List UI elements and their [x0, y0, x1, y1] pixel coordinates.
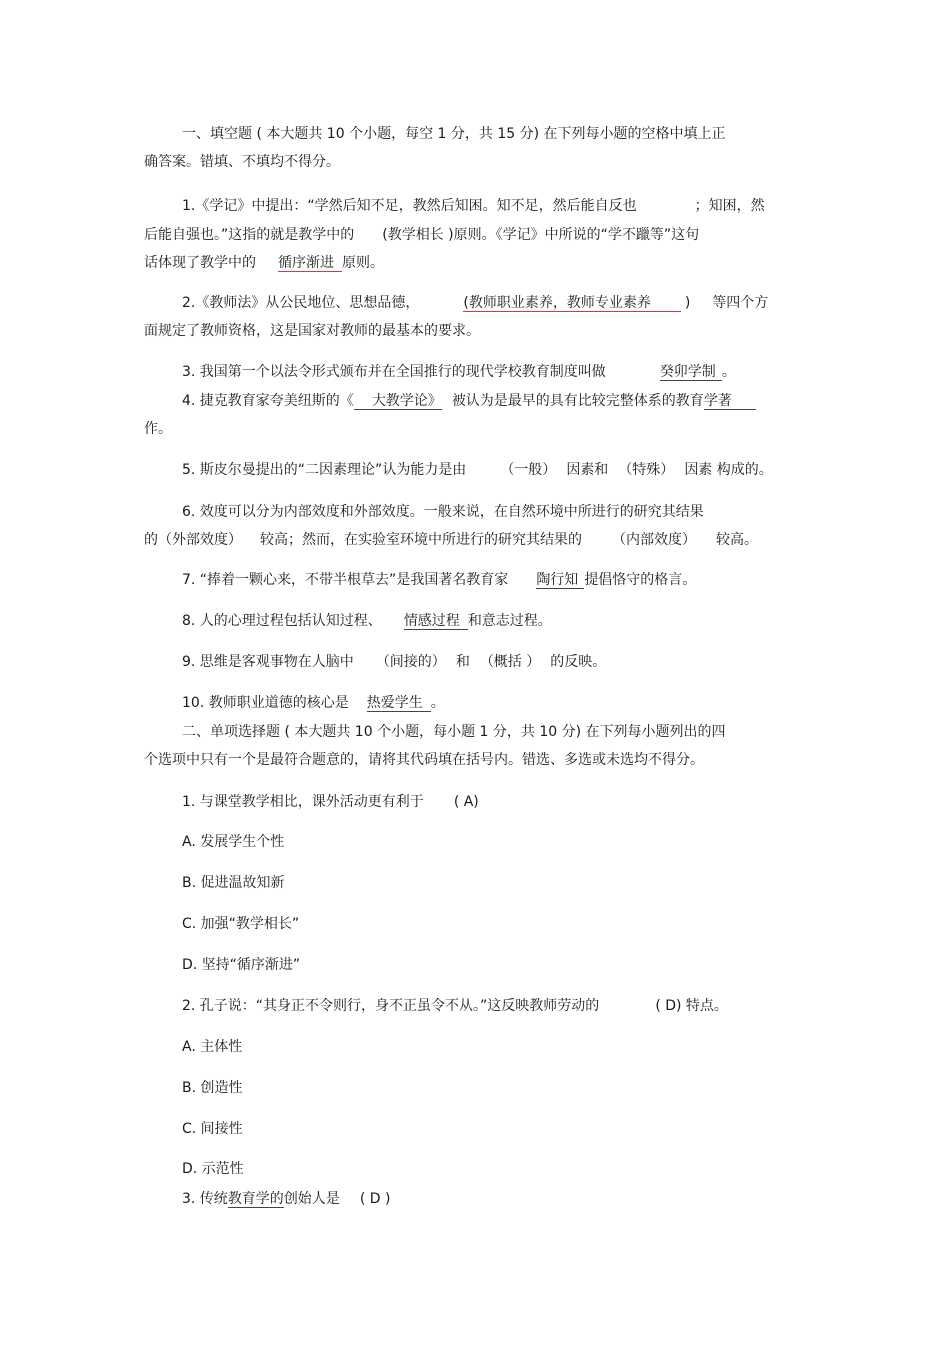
mc2-stem: 2. 孔子说：“其身正不令则行，身不正虽令不从。”这反映教师劳动的 ( D) 特点。	[182, 998, 728, 1014]
q1-line3: 话体现了教学中的 循序渐进 原则。	[144, 255, 384, 271]
q7-answer: 陶行知	[536, 572, 584, 589]
q6-answer-2: （内部效度）	[612, 532, 696, 548]
mc2-option-b: B. 创造性	[182, 1080, 243, 1096]
q9-answer-2: （概括 ）	[479, 654, 541, 670]
mc1-answer: ( A)	[453, 794, 479, 810]
section2-header-line2: 个选项中只有一个是最符合题意的，请将其代码填在括号内。错选、多选或未选均不得分。	[144, 752, 704, 768]
q8-line: 8. 人的心理过程包括认知过程、 情感过程 和意志过程。	[182, 613, 552, 629]
q5-line: 5. 斯皮尔曼提出的“二因素理论”认为能力是由 （一般） 因素和 （特殊） 因素 构成的。	[182, 462, 773, 478]
q7-line: 7. “捧着一颗心来，不带半根草去”是我国著名教育家 陶行知 提倡恪守的格言。	[182, 572, 697, 588]
q4-underlined-text: 学著	[704, 393, 756, 410]
mc1-option-d: D. 坚持“循序渐进”	[182, 957, 301, 973]
q10-answer: 热爱学生	[367, 695, 431, 712]
q8-answer: 情感过程	[404, 613, 468, 630]
mc2-option-a: A. 主体性	[182, 1039, 243, 1055]
q4-line1: 4. 捷克教育家夸美纽斯的《 大教学论》 被认为是最早的具有比较完整体系的教育学著	[182, 391, 756, 411]
mc2-option-c: C. 间接性	[182, 1121, 243, 1137]
q9-line: 9. 思维是客观事物在人脑中 （间接的） 和 （概括 ） 的反映。	[182, 654, 607, 670]
section2-header-line1: 二、单项选择题 ( 本大题共 10 个小题，每小题 1 分，共 10 分) 在下列每小题列出的四	[182, 724, 726, 740]
q2-answer: (教师职业素养，教师专业素养	[463, 295, 680, 312]
mc2-answer: ( D) 特点。	[655, 998, 728, 1014]
q3-line: 3. 我国第一个以法令形式颁布并在全国推行的现代学校教育制度叫做 癸卯学制 。	[182, 364, 736, 380]
q5-answer-2: （特殊）	[618, 462, 675, 478]
section1-header-line2: 确答案。错填、不填均不得分。	[144, 154, 340, 170]
mc3-stem: 3. 传统教育学的创始人是 ( D )	[182, 1191, 391, 1207]
q10-line: 10. 教师职业道德的核心是 热爱学生 。	[182, 695, 445, 711]
q6-line2: 的（外部效度） 较高；然而，在实验室环境中所进行的研究其结果的 （内部效度） 较高。	[144, 532, 758, 548]
mc3-underlined-text: 教育学的	[227, 1191, 284, 1207]
q4-line2: 作。	[144, 421, 172, 437]
mc1-stem: 1. 与课堂教学相比，课外活动更有利于 ( A)	[182, 794, 479, 810]
mc2-option-d: D. 示范性	[182, 1161, 244, 1177]
mc1-option-b: B. 促进温故知新	[182, 875, 285, 891]
q5-answer-1: （一般）	[500, 462, 557, 478]
q1-answer-1: (教学相长 )	[382, 227, 454, 243]
q9-answer-1: （间接的）	[375, 654, 446, 670]
q2-line1: 2.《教师法》从公民地位、思想品德， (教师职业素养，教师专业素养 ) 等四个方	[182, 295, 769, 311]
q1-answer-2: 循序渐进	[278, 255, 342, 272]
q4-answer: 大教学论》	[354, 393, 442, 410]
q1-line1: 1.《学记》中提出：“学然后知不足，教然后知困。知不足，然后能自反也 ；知困，然	[182, 198, 765, 214]
mc1-option-a: A. 发展学生个性	[182, 834, 285, 850]
section1-header-line1: 一、填空题 ( 本大题共 10 个小题，每空 1 分，共 15 分) 在下列每小题的空格中填上正	[182, 126, 726, 142]
mc3-answer: ( D )	[359, 1191, 391, 1207]
q1-line2: 后能自强也。”这指的就是教学中的 (教学相长 )原则。《学记》中所说的“学不躐等”这句	[144, 227, 700, 243]
q6-answer-1: 的（外部效度）	[144, 532, 242, 548]
q2-line2: 面规定了教师资格，这是国家对教师的最基本的要求。	[144, 323, 480, 339]
q6-line1: 6. 效度可以分为内部效度和外部效度。一般来说，在自然环境中所进行的研究其结果	[182, 504, 704, 520]
mc1-option-c: C. 加强“教学相长”	[182, 916, 300, 932]
q3-answer: 癸卯学制	[660, 364, 722, 381]
